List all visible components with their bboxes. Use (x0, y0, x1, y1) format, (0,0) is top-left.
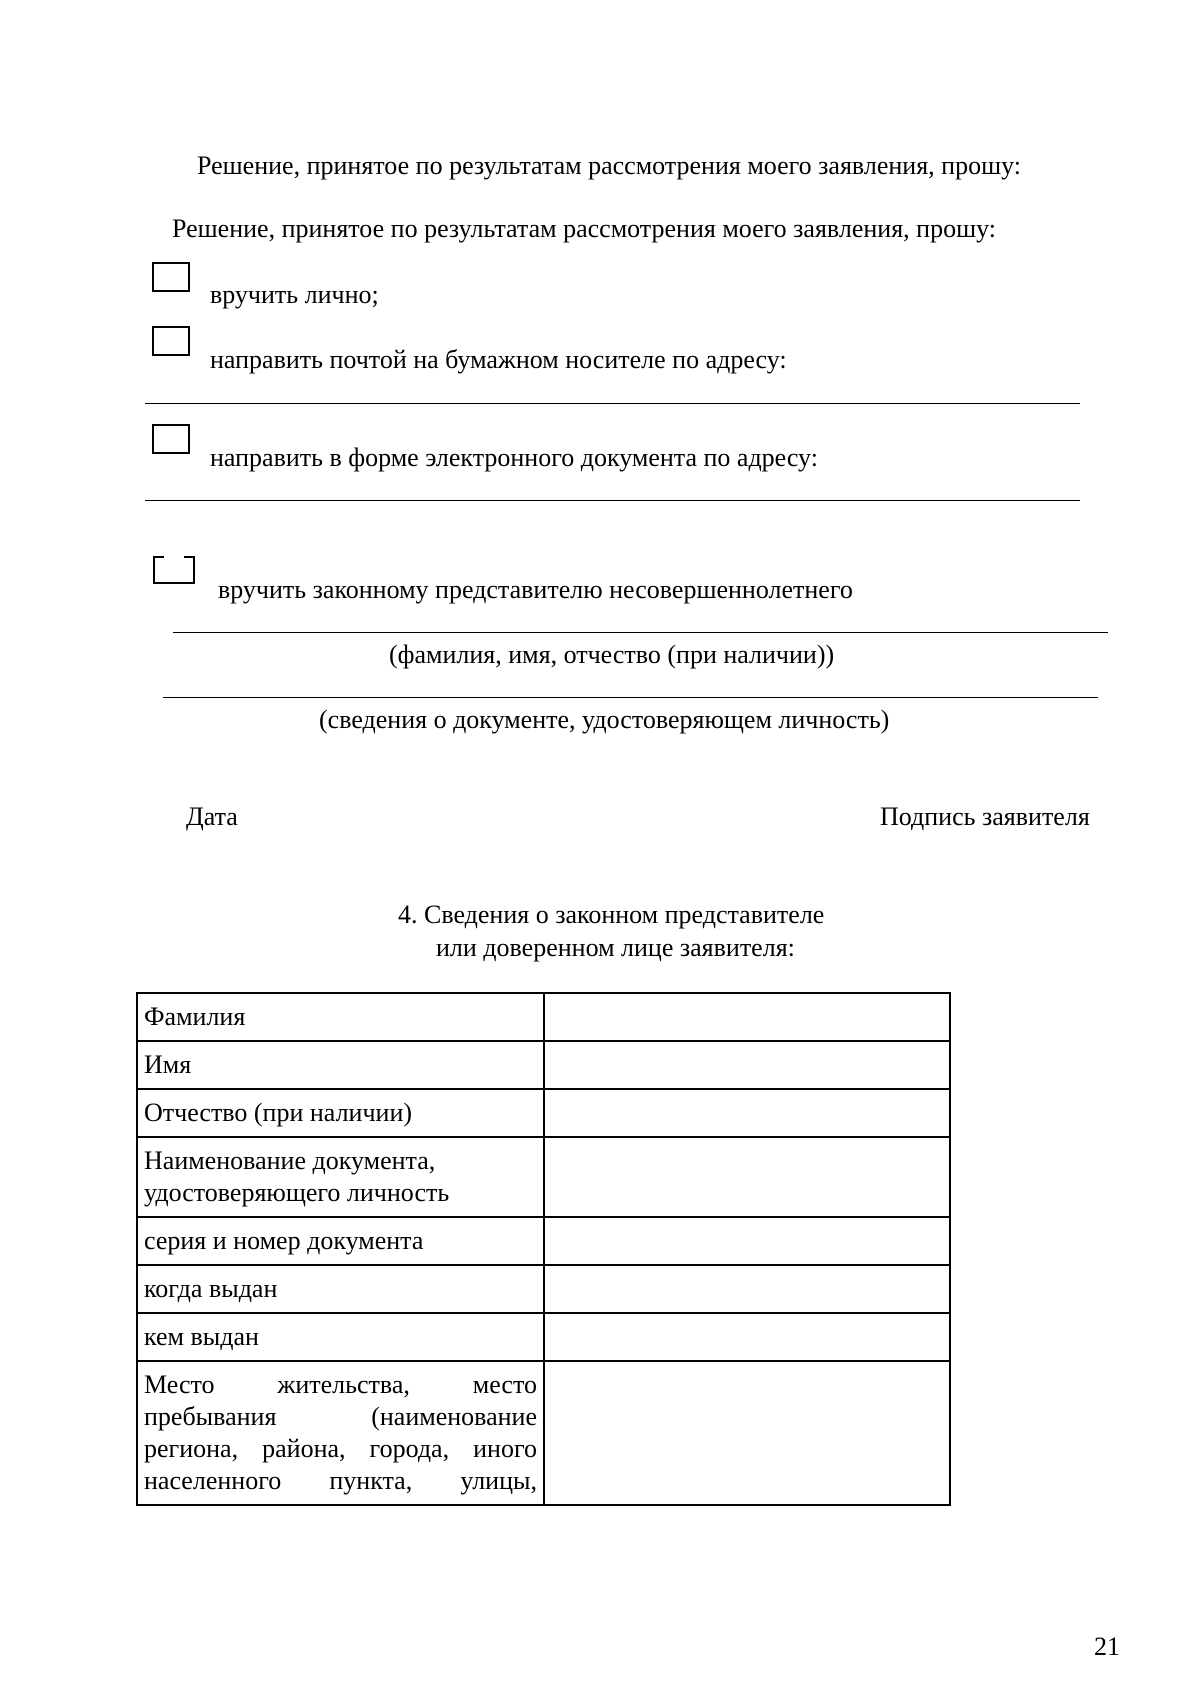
option-electronic-label: направить в форме электронного документа по адресу: (210, 443, 818, 472)
table-label: Наименование документа, удостоверяющего личность (137, 1137, 544, 1217)
post-address-line[interactable] (145, 403, 1080, 404)
table-value-cell[interactable] (544, 1137, 950, 1217)
section4-title-line1: 4. Сведения о законном представителе (398, 900, 825, 929)
option-post-label: направить почтой на бумажном носителе по адресу: (210, 345, 787, 374)
id-doc-line[interactable] (163, 697, 1098, 698)
residence-line: населенного пункта, улицы, (144, 1466, 537, 1495)
table-label: серия и номер документа (137, 1217, 544, 1265)
id-doc-caption: (сведения о документе, удостоверяющем личность) (319, 705, 890, 734)
residence-line: Место жительства, место (144, 1370, 537, 1399)
fio-line[interactable] (173, 632, 1108, 633)
table-row (137, 1137, 950, 1217)
representative-info-table (136, 992, 951, 1506)
section4-title-line2: или доверенном лице заявителя: (436, 933, 795, 962)
date-label: Дата (186, 802, 238, 831)
option-representative-label: вручить законному представителю несовершеннолетнего (218, 575, 853, 604)
table-row (137, 993, 950, 1041)
table-label: Отчество (при наличии) (137, 1089, 544, 1137)
checkbox-personal[interactable] (152, 262, 190, 292)
residence-line: пребывания (наименование (144, 1402, 537, 1431)
page-number: 21 (1094, 1632, 1120, 1661)
signature-label: Подпись заявителя (880, 802, 1090, 831)
table-label: когда выдан (137, 1265, 544, 1313)
table-value-cell[interactable] (544, 1313, 950, 1361)
table-value-cell[interactable] (544, 1041, 950, 1089)
table-value-cell[interactable] (544, 1361, 950, 1505)
decision-intro-2: Решение, принятое по результатам рассмотрения моего заявления, прошу: (172, 214, 996, 243)
electronic-address-line[interactable] (145, 500, 1080, 501)
table-label: Имя (137, 1041, 544, 1089)
table-label: Фамилия (137, 993, 544, 1041)
checkbox-electronic[interactable] (152, 424, 190, 454)
table-value-cell[interactable] (544, 993, 950, 1041)
fio-caption: (фамилия, имя, отчество (при наличии)) (389, 640, 835, 669)
table-row (137, 1265, 950, 1313)
checkbox-post[interactable] (152, 326, 190, 356)
residence-line: региона, района, города, иного (144, 1434, 537, 1463)
table-row (137, 1089, 950, 1137)
table-row (137, 1313, 950, 1361)
decision-intro-1: Решение, принятое по результатам рассмотрения моего заявления, прошу: (197, 151, 1021, 180)
table-value-cell[interactable] (544, 1089, 950, 1137)
checkbox-representative[interactable] (153, 556, 195, 584)
table-label-residence (137, 1361, 544, 1505)
table-row (137, 1041, 950, 1089)
table-value-cell[interactable] (544, 1265, 950, 1313)
table-label: кем выдан (137, 1313, 544, 1361)
table-value-cell[interactable] (544, 1217, 950, 1265)
table-row (137, 1217, 950, 1265)
option-personal-label: вручить лично; (210, 280, 379, 309)
table-row (137, 1361, 950, 1505)
